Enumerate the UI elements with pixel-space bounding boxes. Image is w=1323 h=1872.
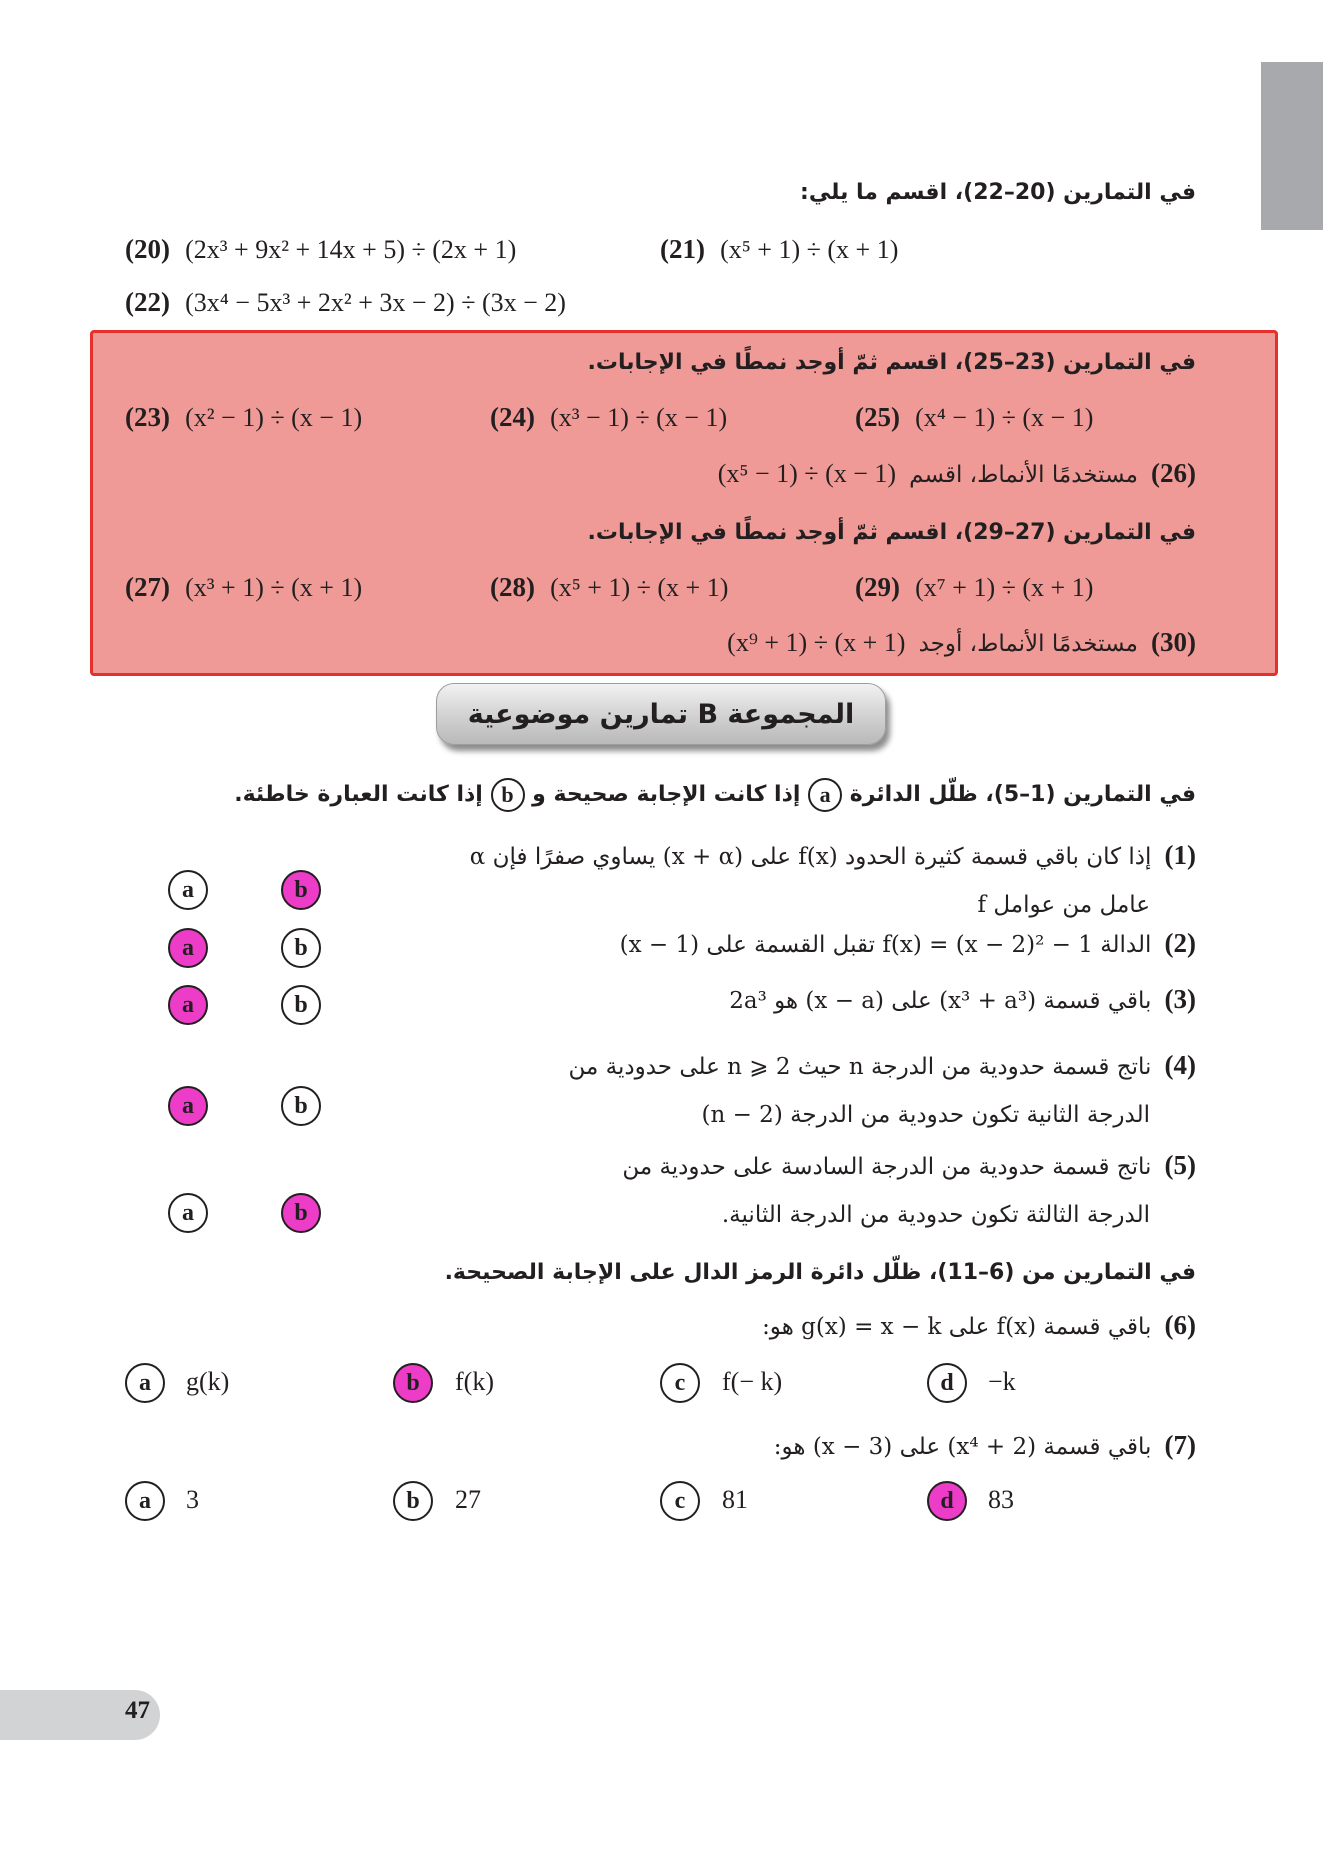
question-line1: الدالة f(x) = (x − 2)² − 1 تقبل القسمة على (x − 1)	[619, 932, 1152, 958]
q2-option-a[interactable]: a	[168, 928, 208, 968]
q6-option-d-value: −k	[988, 1367, 1016, 1396]
q1-option-b[interactable]: b	[281, 870, 321, 910]
tf-question-1	[406, 832, 1196, 928]
inline-circle-a: a	[808, 778, 842, 812]
exercise-24	[490, 402, 727, 433]
question-number: (2)	[1164, 928, 1196, 958]
box-heading-27-29: في التمارين (27–29)، اقسم ثمّ أوجد نمطًا في الإجابات.	[587, 520, 1196, 545]
q3-option-b[interactable]: b	[281, 985, 321, 1025]
exercise-22	[125, 287, 566, 318]
q7-option-d[interactable]: d	[927, 1481, 967, 1521]
q6-option-b-value: f(k)	[455, 1367, 494, 1396]
q5-option-b[interactable]: b	[281, 1193, 321, 1233]
question-line1: ناتج قسمة حدودية من الدرجة n حيث n ⩾ 2 على حدودية من	[568, 1054, 1152, 1080]
q6-option-d[interactable]: d	[927, 1363, 967, 1403]
question-line2: الدرجة الثالثة تكون حدودية من الدرجة الثانية.	[721, 1202, 1150, 1228]
q4-option-a[interactable]: a	[168, 1086, 208, 1126]
exercise-number: (26)	[1151, 458, 1196, 488]
exercise-25	[855, 402, 1093, 433]
question-number: (5)	[1164, 1150, 1196, 1180]
exercise-expression: (2x³ + 9x² + 14x + 5) ÷ (2x + 1)	[185, 235, 517, 264]
question-number: (6)	[1164, 1310, 1196, 1340]
mc-question-7	[774, 1430, 1196, 1461]
box-heading-23-25: في التمارين (23–25)، اقسم ثمّ أوجد نمطًا في الإجابات.	[587, 350, 1196, 375]
exercise-number: (21)	[660, 234, 705, 264]
exercise-expression: (3x⁴ − 5x³ + 2x² + 3x − 2) ÷ (3x − 2)	[185, 288, 566, 317]
question-number: (4)	[1164, 1050, 1196, 1080]
inline-circle-b: b	[491, 778, 525, 812]
exercise-expression: (x⁷ + 1) ÷ (x + 1)	[915, 573, 1094, 602]
q7-option-c-value: 81	[722, 1485, 748, 1514]
exercise-28	[490, 572, 728, 603]
question-number: (3)	[1164, 984, 1196, 1014]
q3-option-a[interactable]: a	[168, 985, 208, 1025]
exercise-23	[125, 402, 362, 433]
exercise-number: (30)	[1151, 627, 1196, 657]
question-line1: ناتج قسمة حدودية من الدرجة السادسة على حدودية من	[622, 1154, 1152, 1180]
exercise-number: (24)	[490, 402, 535, 432]
exercise-20	[125, 234, 516, 265]
tf-heading-part3: إذا كانت العبارة خاطئة.	[234, 782, 483, 807]
question-text: باقي قسمة f(x) على g(x) = x − k هو:	[762, 1314, 1152, 1340]
question-line2: عامل من عوامل f	[977, 892, 1150, 918]
tf-question-2	[620, 928, 1196, 959]
exercise-text: مستخدمًا الأنماط، اقسم	[909, 462, 1138, 488]
exercise-number: (28)	[490, 572, 535, 602]
exercise-21	[660, 234, 898, 265]
exercise-number: (25)	[855, 402, 900, 432]
exercise-expression: (x⁵ − 1) ÷ (x − 1)	[717, 459, 897, 488]
q2-option-b[interactable]: b	[281, 928, 321, 968]
q7-option-b-value: 27	[455, 1485, 481, 1514]
side-tab	[1261, 62, 1323, 230]
exercise-number: (27)	[125, 572, 170, 602]
challenge-box	[90, 330, 1278, 676]
tf-question-4	[406, 1042, 1196, 1138]
exercise-number: (22)	[125, 287, 170, 317]
q1-option-a[interactable]: a	[168, 870, 208, 910]
tf-heading-part1: في التمارين (1–5)، ظلّل الدائرة	[849, 782, 1196, 807]
question-number: (7)	[1164, 1430, 1196, 1460]
q4-option-b[interactable]: b	[281, 1086, 321, 1126]
group-b-banner: المجموعة B تمارين موضوعية	[436, 683, 886, 745]
exercise-expression: (x⁴ − 1) ÷ (x − 1)	[915, 403, 1094, 432]
exercise-expression: (x³ − 1) ÷ (x − 1)	[550, 403, 728, 432]
q6-option-c-value: f(− k)	[722, 1367, 783, 1396]
question-number: (1)	[1164, 840, 1196, 870]
exercise-26	[718, 458, 1196, 489]
exercise-expression: (x⁵ + 1) ÷ (x + 1)	[720, 235, 899, 264]
mc-heading: في التمارين من (6–11)، ظلّل دائرة الرمز الدال على الإجابة الصحيحة.	[444, 1260, 1196, 1285]
question-line1: إذا كان باقي قسمة كثيرة الحدود f(x) على (x + α) يساوي صفرًا فإن α	[469, 844, 1152, 870]
tf-question-5	[406, 1142, 1196, 1238]
question-line1: باقي قسمة (x³ + a³) على (x − a) هو 2a³	[729, 988, 1152, 1014]
exercise-expression: (x⁵ + 1) ÷ (x + 1)	[550, 573, 729, 602]
exercise-text: مستخدمًا الأنماط، أوجد	[918, 631, 1138, 657]
q7-option-c[interactable]: c	[660, 1481, 700, 1521]
q7-option-a-value: 3	[186, 1485, 199, 1514]
q6-option-a[interactable]: a	[125, 1363, 165, 1403]
q6-option-b[interactable]: b	[393, 1363, 433, 1403]
q7-option-b[interactable]: b	[393, 1481, 433, 1521]
mc-question-6	[762, 1310, 1196, 1341]
exercise-expression: (x² − 1) ÷ (x − 1)	[185, 403, 363, 432]
exercise-number: (23)	[125, 402, 170, 432]
q7-option-a[interactable]: a	[125, 1481, 165, 1521]
q7-option-d-value: 83	[988, 1485, 1014, 1514]
exercise-29	[855, 572, 1093, 603]
exercise-number: (20)	[125, 234, 170, 264]
tf-question-3	[729, 984, 1196, 1015]
q5-option-a[interactable]: a	[168, 1193, 208, 1233]
question-line2: الدرجة الثانية تكون حدودية من الدرجة (n − 2)	[701, 1102, 1150, 1128]
exercise-27	[125, 572, 362, 603]
section-heading-20-22: في التمارين (20–22)، اقسم ما يلي:	[800, 180, 1196, 205]
q6-option-c[interactable]: c	[660, 1363, 700, 1403]
question-text: باقي قسمة (x⁴ + 2) على (x − 3) هو:	[773, 1434, 1152, 1460]
tf-heading	[234, 778, 1196, 812]
exercise-30	[727, 627, 1196, 658]
exercise-number: (29)	[855, 572, 900, 602]
tf-heading-part2: إذا كانت الإجابة صحيحة و	[532, 782, 801, 807]
exercise-expression: (x³ + 1) ÷ (x + 1)	[185, 573, 363, 602]
exercise-expression: (x⁹ + 1) ÷ (x + 1)	[727, 628, 906, 657]
page-number: 47	[125, 1697, 150, 1724]
q6-option-a-value: g(k)	[186, 1367, 230, 1396]
